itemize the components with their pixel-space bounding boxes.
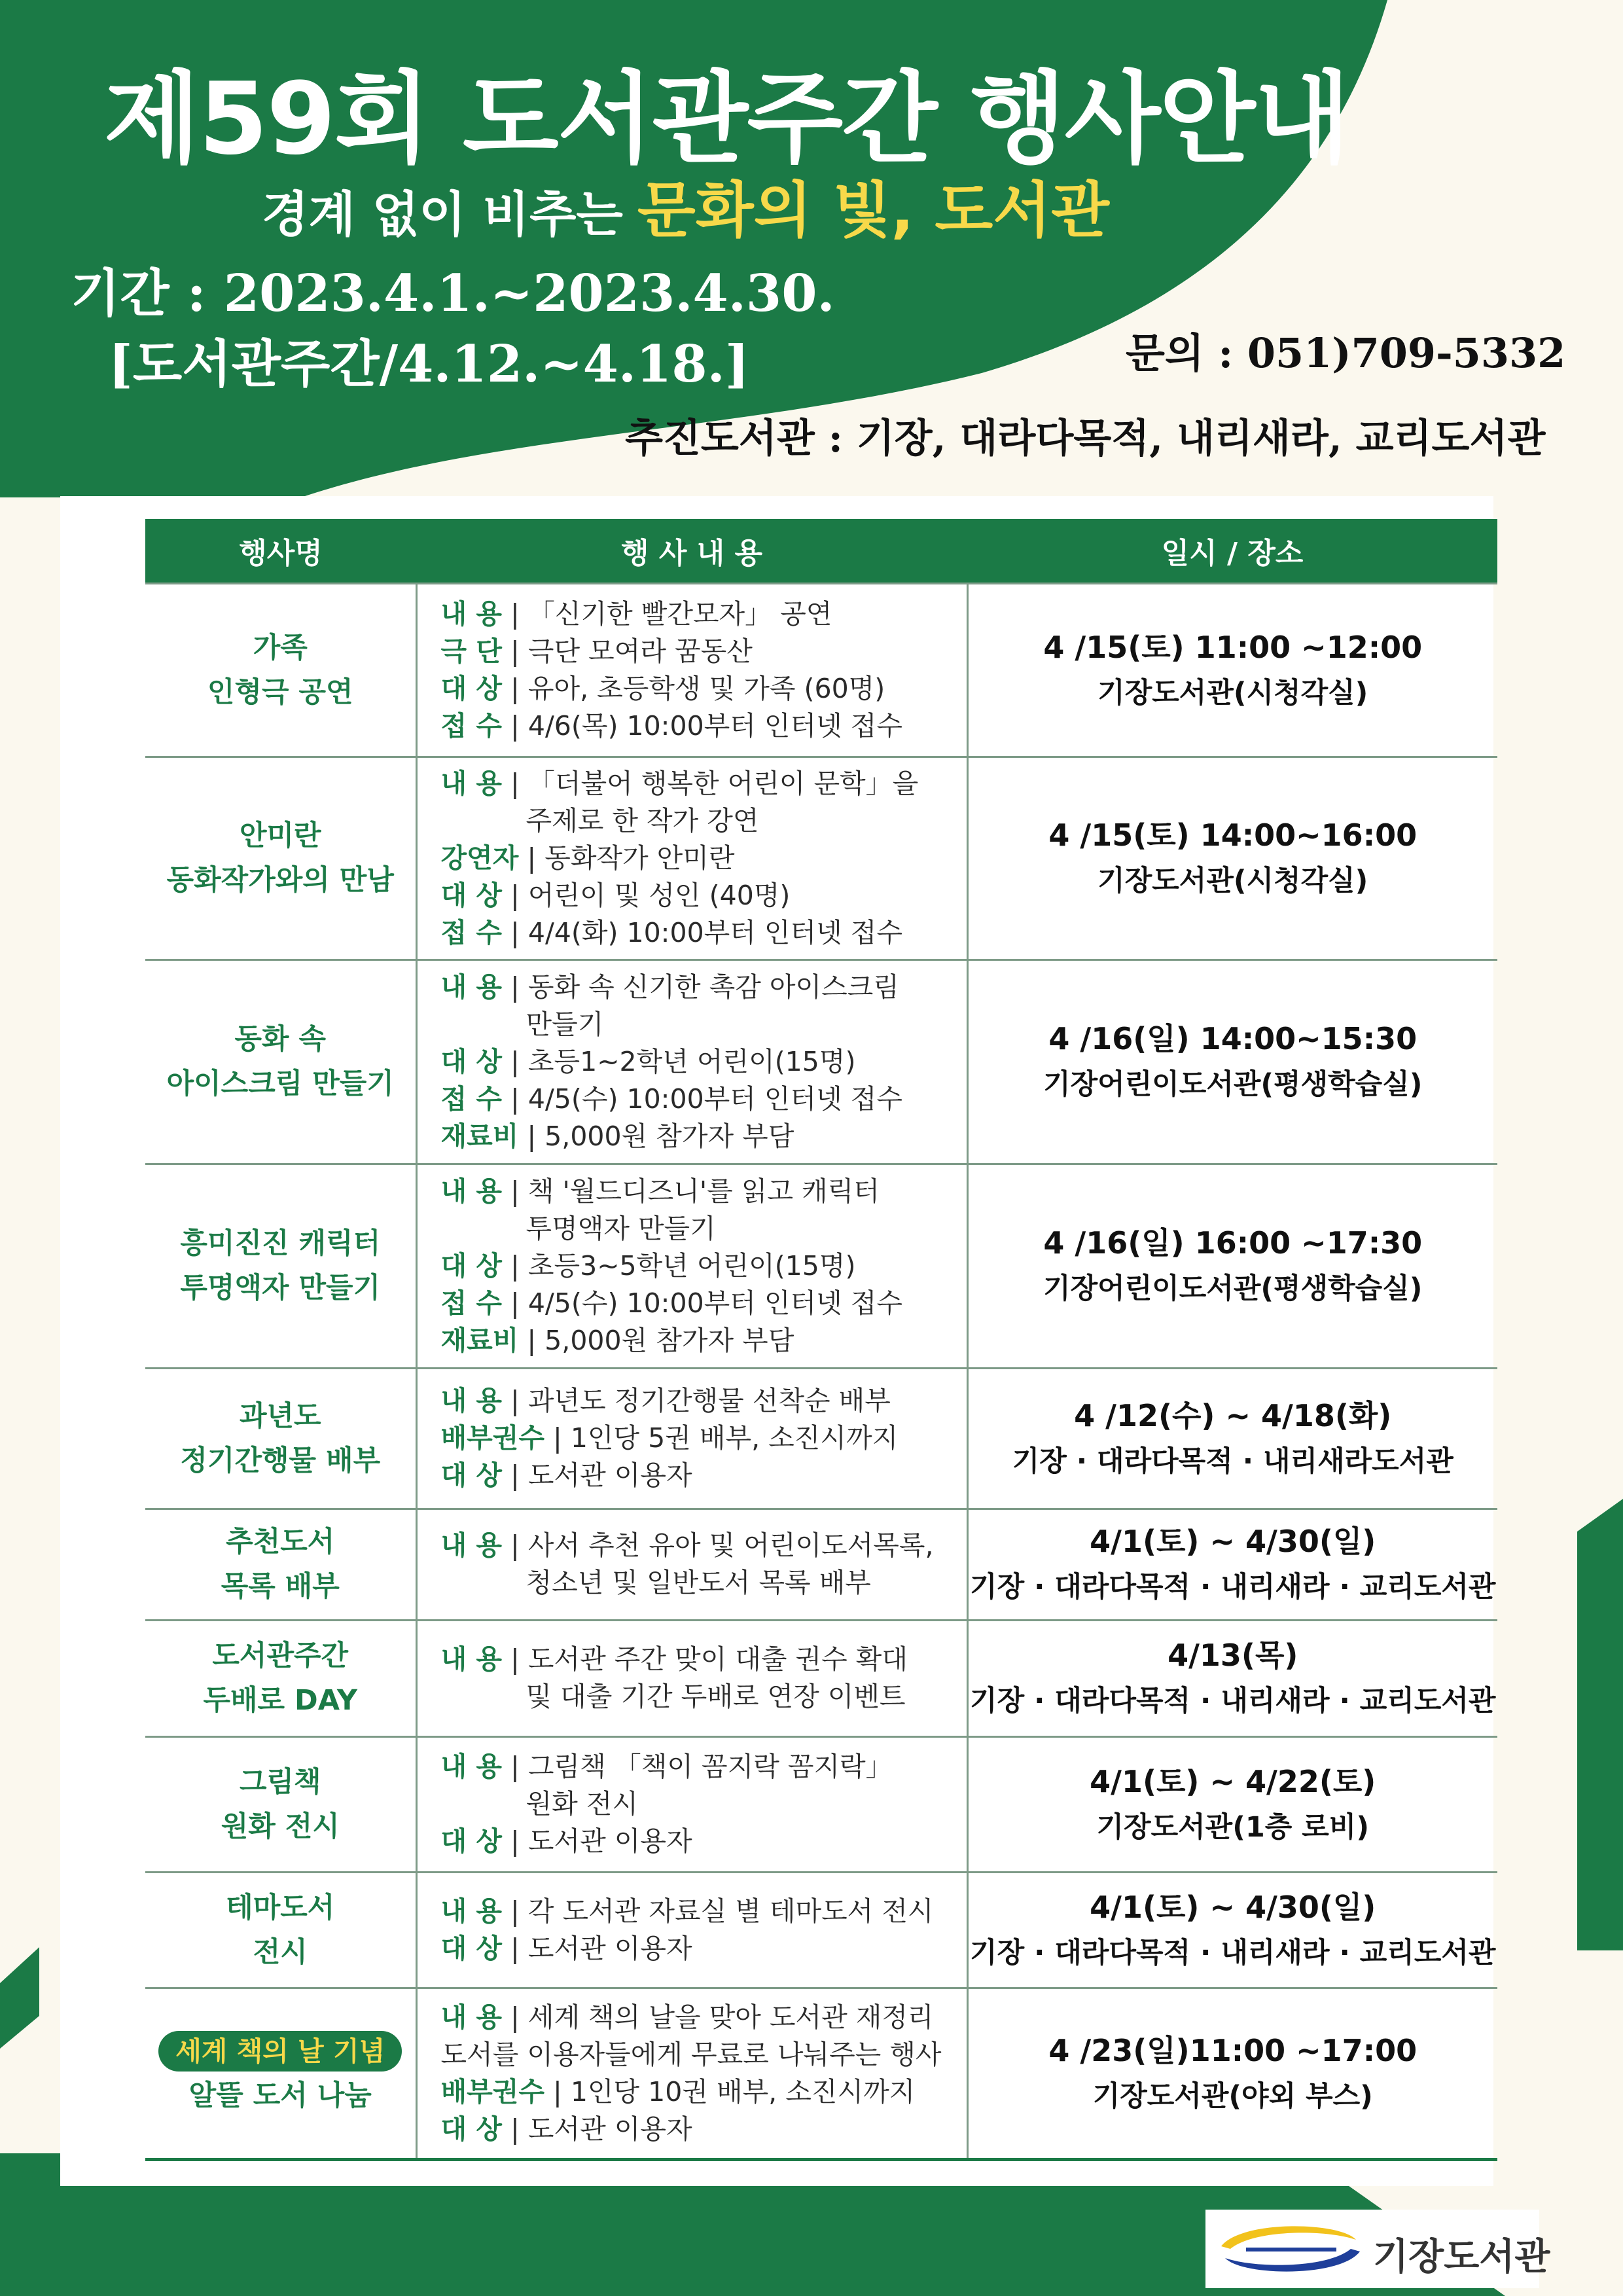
subtitle bbox=[262, 162, 1109, 249]
library-logo bbox=[1205, 2210, 1550, 2288]
detail-text: 초등1~2학년 어린이(15명) bbox=[527, 1045, 856, 1077]
detail-label: 접 수 bbox=[440, 1287, 502, 1319]
detail-label: 내 용 bbox=[440, 1751, 502, 1782]
event-schedule bbox=[967, 1164, 1497, 1368]
detail-label: 대 상 bbox=[440, 2113, 502, 2145]
event-place: 기장도서관(야외 부스) bbox=[1092, 2079, 1373, 2113]
event-datetime: 4/1(토) ~ 4/30(일) bbox=[1090, 1889, 1376, 1925]
event-schedule bbox=[967, 960, 1497, 1164]
event-schedule bbox=[967, 1368, 1497, 1509]
detail-line bbox=[441, 2036, 967, 2073]
detail-line: 내 용 | 세계 책의 날을 맞아 도서관 재정리 bbox=[440, 2001, 934, 2033]
event-name-line: 알뜰 도서 나눔 bbox=[188, 2079, 372, 2112]
detail-line bbox=[441, 1785, 967, 1823]
event-place: 기장 · 대라다목적 · 내리새라도서관 bbox=[1012, 1444, 1454, 1478]
detail-text: 도서를 이용자들에게 무료로 나눠주는 행사 bbox=[440, 2038, 942, 2070]
detail-label: 배부권수 bbox=[440, 1422, 544, 1454]
event-schedule bbox=[967, 1872, 1497, 1988]
table-row bbox=[145, 1988, 1497, 2159]
event-place: 기장어린이도서관(평생학습실) bbox=[1043, 1068, 1423, 1101]
event-badge: 세계 책의 날 기념 bbox=[158, 2031, 402, 2072]
detail-label: 배부권수 bbox=[440, 2075, 544, 2108]
contact-phone: 문의 : 051)709-5332 bbox=[1126, 329, 1566, 377]
detail-line: 내 용 | 도서관 주간 맞이 대출 권수 확대 bbox=[440, 1643, 908, 1675]
events-table bbox=[145, 519, 1497, 2161]
detail-line: 접 수 | 4/4(화) 10:00부터 인터넷 접수 bbox=[440, 916, 902, 948]
event-name-line: 정기간행물 배부 bbox=[180, 1444, 381, 1477]
table-row bbox=[145, 583, 1497, 757]
event-details bbox=[416, 1368, 967, 1509]
detail-line: 대 상 | 도서관 이용자 bbox=[440, 1932, 692, 1964]
detail-line: 대 상 | 초등1~2학년 어린이(15명) bbox=[440, 1045, 856, 1077]
event-details bbox=[416, 1872, 967, 1988]
event-name bbox=[145, 1988, 416, 2159]
detail-text: 동화 속 신기한 촉감 아이스크림 bbox=[527, 971, 899, 1003]
event-details bbox=[416, 1509, 967, 1620]
event-name-line: 안미란 bbox=[239, 819, 321, 852]
table-row bbox=[145, 960, 1497, 1164]
detail-text: 극단 모여라 꿈동산 bbox=[527, 635, 753, 667]
detail-text: 「더불어 행복한 어린이 문학」을 bbox=[527, 767, 919, 799]
event-place: 기장 · 대라다목적 · 내리새라 · 교리도서관 bbox=[970, 1571, 1496, 1604]
event-details bbox=[416, 1736, 967, 1872]
detail-text: 주제로 한 작가 강연 bbox=[526, 804, 759, 836]
subtitle-highlight: 문화의 빛, 도서관 bbox=[637, 175, 1110, 245]
detail-label: 내 용 bbox=[440, 971, 502, 1003]
event-name-line: 두배로 DAY bbox=[203, 1684, 358, 1717]
table-row bbox=[145, 757, 1497, 960]
event-details bbox=[416, 583, 967, 757]
detail-label: 대 상 bbox=[440, 1460, 502, 1491]
event-place: 기장어린이도서관(평생학습실) bbox=[1043, 1272, 1423, 1305]
detail-label: 내 용 bbox=[440, 1175, 502, 1207]
event-datetime: 4 /16(일) 14:00~15:30 bbox=[1048, 1021, 1418, 1056]
detail-line: 대 상 | 도서관 이용자 bbox=[440, 2113, 692, 2145]
detail-text: 4/5(수) 10:00부터 인터넷 접수 bbox=[527, 1083, 902, 1115]
event-name-line: 도서관주간 bbox=[212, 1640, 349, 1672]
detail-text: 4/6(목) 10:00부터 인터넷 접수 bbox=[527, 709, 902, 742]
detail-label: 대 상 bbox=[440, 1045, 502, 1077]
event-name bbox=[145, 960, 416, 1164]
page-title: 제59회 도서관주간 행사안내 bbox=[103, 61, 1349, 177]
event-name-line: 목록 배부 bbox=[221, 1570, 340, 1603]
detail-line: 재료비 | 5,000원 참가자 부담 bbox=[440, 1120, 794, 1152]
detail-line: 대 상 | 초등3~5학년 어린이(15명) bbox=[440, 1249, 856, 1282]
subtitle-lead: 경계 없이 비추는 bbox=[262, 187, 623, 243]
event-datetime: 4/1(토) ~ 4/22(토) bbox=[1090, 1763, 1376, 1799]
event-schedule bbox=[967, 1509, 1497, 1620]
detail-text: 초등3~5학년 어린이(15명) bbox=[527, 1249, 856, 1282]
event-place: 기장도서관(시청각실) bbox=[1097, 865, 1368, 897]
event-name-line: 가족 bbox=[253, 631, 308, 664]
event-name-line: 동화작가와의 만남 bbox=[166, 864, 394, 897]
event-name-line: 그림책 bbox=[239, 1765, 321, 1799]
detail-text: 도서관 주간 맞이 대출 권수 확대 bbox=[527, 1643, 908, 1675]
detail-line bbox=[441, 1564, 967, 1602]
detail-label: 내 용 bbox=[440, 1530, 502, 1561]
detail-label: 접 수 bbox=[440, 709, 502, 742]
detail-line bbox=[441, 1210, 967, 1247]
detail-line: 대 상 | 도서관 이용자 bbox=[440, 1825, 692, 1857]
detail-label: 대 상 bbox=[440, 672, 502, 704]
detail-text: 책 '월드디즈니'를 읽고 캐릭터 bbox=[527, 1175, 880, 1207]
event-name-line: 흥미진진 캐릭터 bbox=[180, 1227, 381, 1260]
detail-line: 접 수 | 4/6(목) 10:00부터 인터넷 접수 bbox=[440, 709, 902, 742]
detail-label: 대 상 bbox=[440, 1932, 502, 1964]
detail-line bbox=[441, 1006, 967, 1043]
event-name bbox=[145, 1736, 416, 1872]
detail-text: 투명액자 만들기 bbox=[526, 1212, 716, 1244]
detail-label: 대 상 bbox=[440, 879, 502, 911]
event-details bbox=[416, 960, 967, 1164]
event-schedule bbox=[967, 583, 1497, 757]
period-line-1: 기간 : 2023.4.1.~2023.4.30. bbox=[71, 264, 835, 323]
swoosh-logo-icon bbox=[1215, 2217, 1365, 2280]
detail-text: 5,000원 참가자 부담 bbox=[544, 1120, 794, 1152]
detail-line: 대 상 | 어린이 및 성인 (40명) bbox=[440, 879, 791, 911]
event-place: 기장 · 대라다목적 · 내리새라 · 교리도서관 bbox=[970, 1936, 1496, 1969]
detail-label: 내 용 bbox=[440, 2001, 502, 2033]
event-datetime: 4/13(목) bbox=[1168, 1638, 1298, 1673]
detail-label: 강연자 bbox=[440, 842, 519, 874]
detail-text: 4/5(수) 10:00부터 인터넷 접수 bbox=[527, 1287, 902, 1319]
event-details bbox=[416, 757, 967, 960]
detail-line: 배부권수 | 1인당 5권 배부, 소진시까지 bbox=[440, 1422, 899, 1454]
event-datetime: 4/1(토) ~ 4/30(일) bbox=[1090, 1524, 1376, 1559]
detail-text: 각 도서관 자료실 별 테마도서 전시 bbox=[527, 1895, 934, 1927]
detail-line: 내 용 | 「더불어 행복한 어린이 문학」을 bbox=[440, 767, 919, 799]
period-line-2: [도서관주간/4.12.~4.18.] bbox=[109, 334, 749, 394]
detail-label: 내 용 bbox=[440, 1643, 502, 1675]
detail-label: 대 상 bbox=[440, 1249, 502, 1282]
detail-text: 유아, 초등학생 및 가족 (60명) bbox=[527, 672, 885, 704]
detail-text: 원화 전시 bbox=[526, 1788, 638, 1820]
detail-line: 강연자 | 동화작가 안미란 bbox=[440, 842, 735, 874]
detail-text: 청소년 및 일반도서 목록 배부 bbox=[526, 1567, 871, 1598]
detail-text: 1인당 10권 배부, 소진시까지 bbox=[570, 2075, 916, 2108]
event-name-line: 아이스크림 만들기 bbox=[166, 1067, 394, 1100]
event-name bbox=[145, 1620, 416, 1736]
event-name-line: 과년도 bbox=[239, 1399, 321, 1433]
header-event-content: 행 사 내 용 bbox=[416, 519, 967, 583]
detail-text: 도서관 이용자 bbox=[527, 2113, 692, 2145]
table-row bbox=[145, 1164, 1497, 1368]
detail-line: 내 용 | 사서 추천 유아 및 어린이도서목록, bbox=[440, 1530, 934, 1561]
table-row bbox=[145, 1736, 1497, 1872]
detail-line: 내 용 | 각 도서관 자료실 별 테마도서 전시 bbox=[440, 1895, 934, 1927]
detail-text: 도서관 이용자 bbox=[527, 1460, 692, 1491]
detail-line: 내 용 | 과년도 정기간행물 선착순 배부 bbox=[440, 1385, 891, 1416]
detail-label: 접 수 bbox=[440, 916, 502, 948]
detail-label: 극 단 bbox=[440, 635, 502, 667]
event-name bbox=[145, 583, 416, 757]
detail-line: 내 용 | 동화 속 신기한 촉감 아이스크림 bbox=[440, 971, 899, 1003]
detail-text: 5,000원 참가자 부담 bbox=[544, 1324, 794, 1356]
detail-line: 극 단 | 극단 모여라 꿈동산 bbox=[440, 635, 753, 667]
event-name-line: 전시 bbox=[253, 1935, 308, 1969]
event-name-line: 원화 전시 bbox=[221, 1810, 340, 1843]
detail-label: 내 용 bbox=[440, 1385, 502, 1416]
detail-text: 1인당 5권 배부, 소진시까지 bbox=[570, 1422, 899, 1454]
detail-text: 4/4(화) 10:00부터 인터넷 접수 bbox=[527, 916, 902, 948]
detail-line: 대 상 | 도서관 이용자 bbox=[440, 1460, 692, 1491]
table-header-row bbox=[145, 519, 1497, 583]
detail-line: 접 수 | 4/5(수) 10:00부터 인터넷 접수 bbox=[440, 1083, 902, 1115]
event-name-line: 테마도서 bbox=[226, 1891, 335, 1924]
event-datetime: 4 /12(수) ~ 4/18(화) bbox=[1074, 1397, 1392, 1433]
detail-line: 배부권수 | 1인당 10권 배부, 소진시까지 bbox=[440, 2075, 916, 2108]
event-name bbox=[145, 1368, 416, 1509]
event-name-line: 추천도서 bbox=[226, 1526, 335, 1558]
table-row bbox=[145, 1620, 1497, 1736]
logo-text: 기장도서관 bbox=[1373, 2236, 1550, 2278]
event-name-line: 인형극 공연 bbox=[207, 675, 353, 709]
detail-line: 내 용 | 「신기한 빨간모자」 공연 bbox=[440, 598, 832, 630]
detail-text: 동화작가 안미란 bbox=[544, 842, 735, 874]
detail-text: 만들기 bbox=[526, 1008, 604, 1040]
event-name-line: 투명액자 만들기 bbox=[180, 1272, 381, 1304]
detail-text: 및 대출 기간 두배로 연장 이벤트 bbox=[526, 1681, 906, 1712]
detail-text: 사서 추천 유아 및 어린이도서목록, bbox=[527, 1530, 934, 1561]
detail-line: 내 용 | 그림책 「책이 꼼지락 꼼지락」 bbox=[440, 1751, 893, 1782]
detail-text: 과년도 정기간행물 선착순 배부 bbox=[527, 1385, 891, 1416]
detail-line: 접 수 | 4/5(수) 10:00부터 인터넷 접수 bbox=[440, 1287, 902, 1319]
event-schedule bbox=[967, 1736, 1497, 1872]
event-name bbox=[145, 1872, 416, 1988]
detail-label: 접 수 bbox=[440, 1083, 502, 1115]
header-date-place: 일시 / 장소 bbox=[967, 519, 1497, 583]
event-name bbox=[145, 1509, 416, 1620]
event-datetime: 4 /15(토) 14:00~16:00 bbox=[1048, 817, 1418, 853]
event-place: 기장도서관(1층 로비) bbox=[1096, 1810, 1369, 1844]
detail-text: 도서관 이용자 bbox=[527, 1932, 692, 1964]
detail-label: 대 상 bbox=[440, 1825, 502, 1857]
detail-label: 재료비 bbox=[440, 1324, 519, 1356]
event-name bbox=[145, 757, 416, 960]
detail-label: 내 용 bbox=[440, 1895, 502, 1927]
event-place: 기장 · 대라다목적 · 내리새라 · 교리도서관 bbox=[970, 1685, 1496, 1717]
table-row bbox=[145, 1368, 1497, 1509]
detail-line: 내 용 | 책 '월드디즈니'를 읽고 캐릭터 bbox=[440, 1175, 880, 1207]
table-row bbox=[145, 1872, 1497, 1988]
event-datetime: 4 /23(일)11:00 ~17:00 bbox=[1048, 2032, 1418, 2068]
detail-text: 「신기한 빨간모자」 공연 bbox=[527, 598, 832, 630]
event-name bbox=[145, 1164, 416, 1368]
detail-line bbox=[441, 802, 967, 840]
event-details bbox=[416, 1988, 967, 2159]
header-event-name: 행사명 bbox=[145, 519, 416, 583]
organizing-libraries: 추진도서관 : 기장, 대라다목적, 내리새라, 교리도서관 bbox=[625, 416, 1546, 461]
detail-line bbox=[441, 1678, 967, 1715]
event-schedule bbox=[967, 757, 1497, 960]
event-schedule bbox=[967, 1988, 1497, 2159]
detail-label: 재료비 bbox=[440, 1120, 519, 1152]
table-row bbox=[145, 1509, 1497, 1620]
event-schedule bbox=[967, 1620, 1497, 1736]
detail-text: 어린이 및 성인 (40명) bbox=[527, 879, 791, 911]
detail-line: 대 상 | 유아, 초등학생 및 가족 (60명) bbox=[440, 672, 885, 704]
event-datetime: 4 /15(토) 11:00 ~12:00 bbox=[1043, 629, 1423, 665]
event-period bbox=[71, 259, 835, 400]
event-place: 기장도서관(시청각실) bbox=[1097, 676, 1368, 709]
event-details bbox=[416, 1164, 967, 1368]
detail-label: 내 용 bbox=[440, 767, 502, 799]
event-details bbox=[416, 1620, 967, 1736]
detail-text: 그림책 「책이 꼼지락 꼼지락」 bbox=[527, 1751, 893, 1782]
event-datetime: 4 /16(일) 16:00 ~17:30 bbox=[1043, 1225, 1423, 1261]
detail-text: 세계 책의 날을 맞아 도서관 재정리 bbox=[527, 2001, 934, 2033]
detail-label: 내 용 bbox=[440, 598, 502, 630]
detail-text: 도서관 이용자 bbox=[527, 1825, 692, 1857]
detail-line: 재료비 | 5,000원 참가자 부담 bbox=[440, 1324, 794, 1356]
event-name-line: 동화 속 bbox=[234, 1023, 327, 1056]
